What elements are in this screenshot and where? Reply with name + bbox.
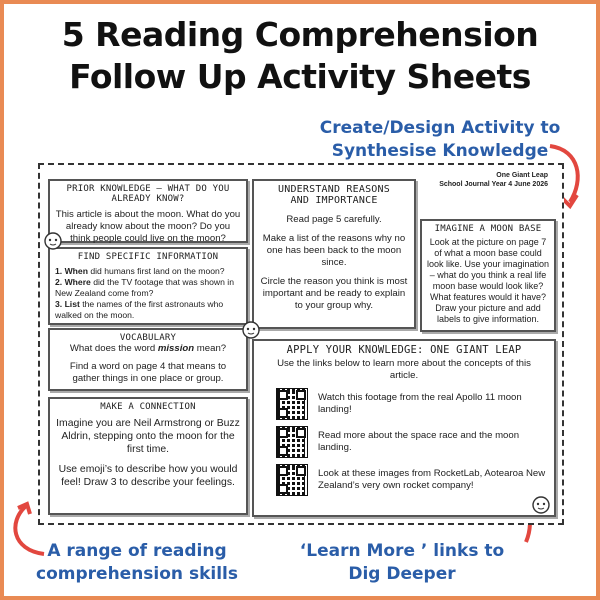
vocabulary-question: What does the word mission mean? <box>69 343 227 354</box>
apply-intro: Use the links below to learn more about the concepts of this article. <box>277 358 531 381</box>
journal-name: One Giant Leap <box>496 172 548 179</box>
title-line-2: Follow Up Activity Sheets <box>69 57 531 96</box>
qr-code-icon[interactable] <box>276 426 308 458</box>
link-row[interactable] <box>276 388 546 420</box>
page-title <box>8 14 592 98</box>
specific-info-box <box>48 247 248 325</box>
callout-top-right <box>300 117 580 163</box>
moon-base-text: Look at the picture on page 7 of what a moon base could look like. Use your imagination – what do you think a real life moon base would look like? What features would it have? Draw your picture and add labels to give information. <box>426 237 550 324</box>
link-row[interactable] <box>276 426 546 458</box>
journal-issue: School Journal Year 4 June 2026 <box>439 181 548 188</box>
link-text[interactable]: Read more about the space race and the moon landing. <box>318 430 520 453</box>
callout-bottom-left <box>22 540 252 586</box>
prior-knowledge-box <box>48 179 248 243</box>
moon-base-box <box>420 219 556 332</box>
list-item: 1. When did humans first land on the moon? <box>55 266 225 276</box>
callout-top-right-line1: Create/Design Activity to <box>319 118 561 138</box>
prior-knowledge-text: This article is about the moon. What do you already know about the moon? Do you think people could live on the moon? <box>55 209 241 244</box>
reasons-text-2: Make a list of the reasons why no one has been back to the moon since. <box>262 233 406 268</box>
qr-code-icon[interactable] <box>276 464 308 496</box>
reasons-text-1: Read page 5 carefully. <box>286 214 382 225</box>
reasons-box <box>252 179 416 329</box>
journal-title <box>439 171 548 189</box>
connection-text-1: Imagine you are Neil Armstrong or Buzz Aldrin, stepping onto the moon for the first time. <box>56 418 240 455</box>
mascot-icon <box>240 320 262 344</box>
callout-bottom-middle <box>282 540 522 586</box>
mascot-icon <box>530 495 552 519</box>
qr-code-icon[interactable] <box>276 388 308 420</box>
reasons-heading: UNDERSTAND REASONS AND IMPORTANCE <box>278 184 390 206</box>
link-text[interactable]: Look at these images from RocketLab, Aotearoa New Zealand’s very own rocket company! <box>318 468 546 491</box>
callout-bottom-mid-line1: ‘Learn More ’ links to <box>299 541 505 561</box>
callout-bottom-mid-line2: Dig Deeper <box>348 564 456 584</box>
callout-bottom-left-line2: comprehension skills <box>36 564 238 584</box>
activity-sheet <box>38 163 564 525</box>
apply-knowledge-box <box>252 339 556 517</box>
moon-base-heading: IMAGINE A MOON BASE <box>434 224 542 234</box>
vocabulary-heading: VOCABULARY <box>119 333 177 343</box>
mascot-icon <box>42 231 64 255</box>
title-line-1: 5 Reading Comprehension <box>61 15 539 54</box>
list-item: 2. Where did the TV footage that was shown in New Zealand come from? <box>55 277 234 298</box>
prior-knowledge-heading: PRIOR KNOWLEDGE – WHAT DO YOU ALREADY KNOW? <box>66 184 230 204</box>
reasons-text-3: Circle the reason you think is most important and be ready to explain to your group why. <box>260 276 408 311</box>
link-text[interactable]: Watch this footage from the real Apollo 11 moon landing! <box>318 392 522 415</box>
callout-bottom-left-line1: A range of reading <box>47 541 227 561</box>
connection-text-2: Use emoji’s to describe how you would feel! Draw 3 to describe your feelings. <box>58 464 238 488</box>
link-row[interactable] <box>276 464 546 496</box>
list-item: 3. List the names of the first astronauts who walked on the moon. <box>55 299 224 320</box>
connection-heading: MAKE A CONNECTION <box>100 402 196 412</box>
callout-top-right-line2: Synthesise Knowledge <box>331 141 549 161</box>
specific-info-heading: FIND SPECIFIC INFORMATION <box>77 252 219 262</box>
vocabulary-text: Find a word on page 4 that means to gather things in one place or group. <box>69 361 227 384</box>
specific-info-list <box>55 266 241 321</box>
vocabulary-box <box>48 328 248 391</box>
apply-heading: APPLY YOUR KNOWLEDGE: ONE GIANT LEAP <box>286 344 522 356</box>
connection-box <box>48 397 248 515</box>
